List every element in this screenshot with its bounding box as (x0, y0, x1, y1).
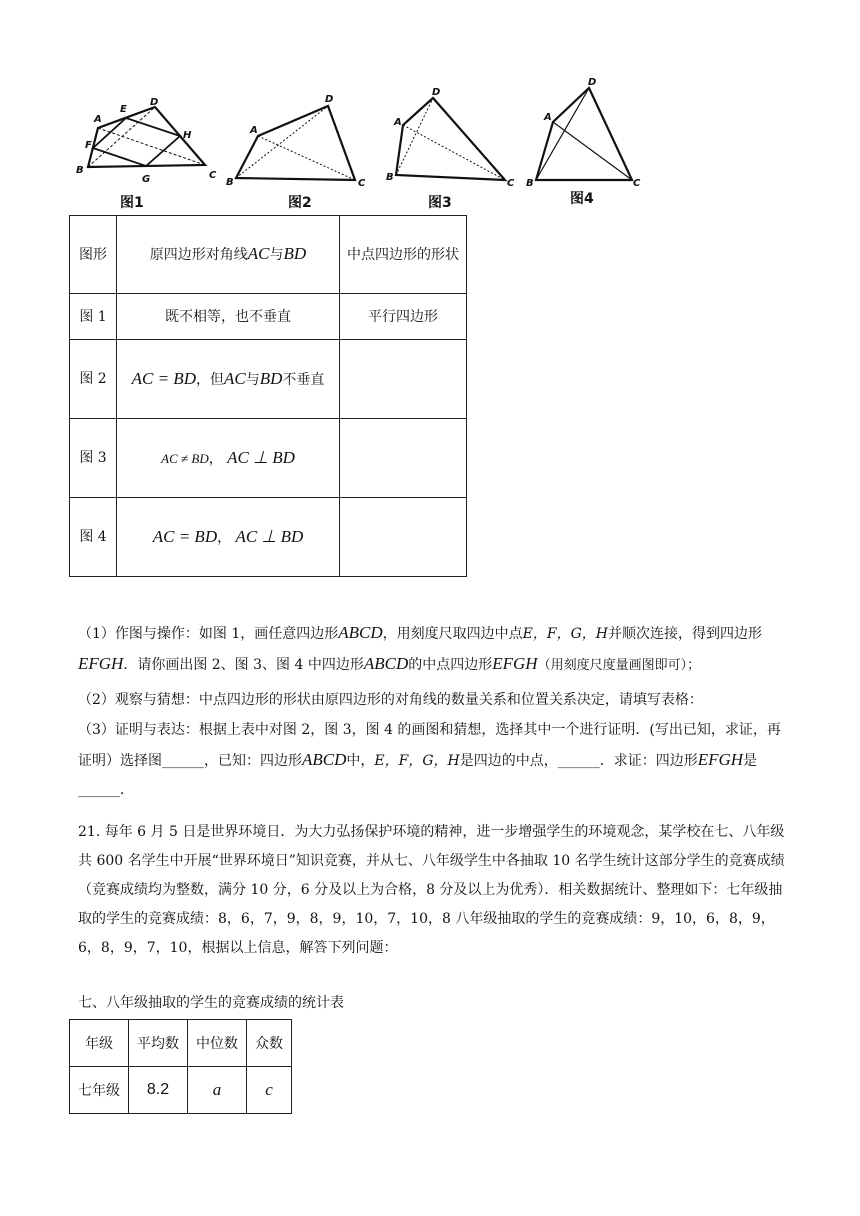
table-row (70, 1067, 292, 1114)
svg-text:A: A (544, 112, 552, 123)
header-grade: 年级 (70, 1020, 129, 1067)
row2-shape-blank (340, 340, 467, 419)
row3-shape-blank (340, 419, 467, 498)
row2-cond: AC = BD，但AC与BD不垂直 (117, 340, 340, 419)
svg-text:B: B (526, 178, 534, 189)
cell-grade-7: 七年级 (70, 1067, 129, 1114)
svg-text:C: C (209, 170, 217, 181)
caption-fig2: 图2 (288, 195, 312, 211)
svg-text:C: C (358, 178, 366, 189)
svg-text:B: B (386, 172, 394, 183)
header-median: 中位数 (188, 1020, 247, 1067)
cell-mean-7: 8.2 (129, 1067, 188, 1114)
cell-median-7: a (188, 1067, 247, 1114)
svg-text:A: A (250, 125, 258, 136)
fig2-quad-abcd (236, 106, 355, 180)
cell-mode-7: c (247, 1067, 292, 1114)
header-mode: 众数 (247, 1020, 292, 1067)
svg-text:A: A (94, 114, 102, 125)
caption-fig3: 图3 (428, 195, 452, 211)
caption-fig4: 图4 (570, 191, 594, 207)
diagonal-shape-table (69, 215, 467, 577)
table-row (70, 419, 467, 498)
header-figure: 图形 (70, 216, 117, 294)
table-row (70, 294, 467, 340)
fig3-quad-abcd (396, 98, 505, 180)
svg-text:D: D (588, 77, 597, 88)
svg-text:D: D (432, 87, 441, 98)
svg-text:C: C (507, 178, 515, 189)
row4-cond: AC = BD， AC ⊥ BD (117, 498, 340, 577)
svg-text:F: F (85, 140, 92, 151)
score-stats-table (69, 1019, 292, 1114)
table-row (70, 498, 467, 577)
row1-fig: 图 1 (70, 294, 117, 340)
svg-text:D: D (325, 94, 334, 105)
svg-text:E: E (120, 104, 127, 115)
header-mean: 平均数 (129, 1020, 188, 1067)
svg-text:H: H (183, 130, 192, 141)
row3-fig: 图 3 (70, 419, 117, 498)
header-diagonals: 原四边形对角线AC与BD (117, 216, 340, 294)
row2-fig: 图 2 (70, 340, 117, 419)
header-shape: 中点四边形的形状 (340, 216, 467, 294)
table-row (70, 340, 467, 419)
svg-text:B: B (76, 165, 84, 176)
caption-fig1: 图1 (120, 195, 144, 211)
table-row (70, 216, 467, 294)
row1-shape: 平行四边形 (340, 294, 467, 340)
row3-cond: AC ≠ BD， AC ⊥ BD (117, 419, 340, 498)
fig4-quad-abcd (536, 88, 632, 180)
svg-text:A: A (394, 117, 402, 128)
svg-text:D: D (150, 97, 159, 108)
geometry-figures (70, 70, 670, 215)
row4-fig: 图 4 (70, 498, 117, 577)
question-part-3: （3）证明与表达：根据上表中对图 2，图 3，图 4 的画图和猜想，选择其中一个进行证明．(写出已知，求证，再证明）选择图______，已知：四边形ABCD中，E，F，G，H是四边的中点，______．求证：四边形EFGH是______． (78, 722, 781, 798)
svg-text:C: C (633, 178, 641, 189)
question-part-2: （2）观察与猜想：中点四边形的形状由原四边形的对角线的数量关系和位置关系决定，请填写表格： (78, 692, 703, 708)
question-21: 21. 每年 6 月 5 日是世界环境日．为大力弘扬保护环境的精神，进一步增强学生的环境观念，某学校在七、八年级共 600 名学生中开展“世界环境日”知识竞赛，并从七、八年级学生中各抽取 10 名学生统计这部分学生的竞赛成绩（竞赛成绩均为整数，满分 10 分，6 分及以上为合格，8 分及以上为优秀）．相关数据统计、整理如下：七年级抽取的学生的竞赛成绩：8，6，7，9，8，9，10，7，10，8 八年级抽取的学生的竞赛成绩：9，10，6，8，9，6，8，9，7，10，根据以上信息，解答下列问题： (78, 824, 785, 956)
table-row (70, 1020, 292, 1067)
svg-text:B: B (226, 177, 234, 188)
row4-shape-blank (340, 498, 467, 577)
question-part-1: （1）作图与操作：如图 1，画任意四边形ABCD，用刻度尺取四边中点E，F，G，H并顺次连接，得到四边形EFGH．请你画出图 2、图 3、图 4 中四边形ABCD的中点四边形EFGH（用刻度尺度量画图即可）； (78, 623, 762, 673)
row1-cond: 既不相等，也不垂直 (117, 294, 340, 340)
table2-title: 七、八年级抽取的学生的竞赛成绩的统计表 (78, 995, 344, 1011)
svg-text:G: G (142, 174, 151, 185)
